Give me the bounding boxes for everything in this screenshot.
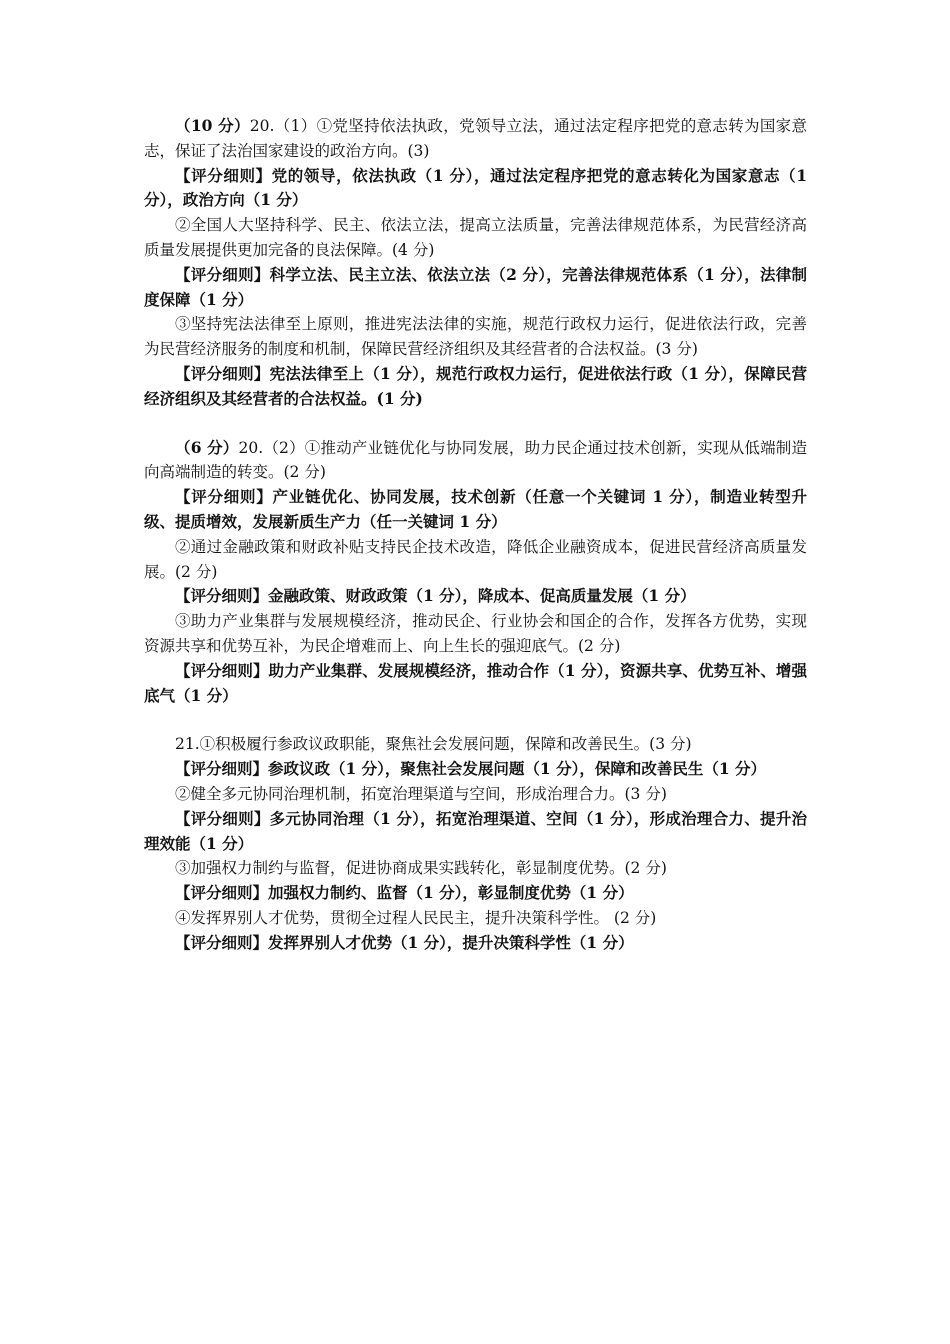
scoring-rubric: 【评分细则】科学立法、民主立法、依法立法（2 分），完善法律规范体系（1 分），法律制度保障（1 分）	[144, 264, 807, 309]
question-20-part-1	[144, 114, 807, 412]
q21-item-1: 21.①积极履行参政议政职能，聚焦社会发展问题，保障和改善民生。(3 分)	[175, 735, 692, 754]
question-20-part-2	[144, 436, 807, 709]
q21-item-4: ④发挥界别人才优势，贯彻全过程人民民主，提升决策科学性。 (2 分)	[175, 908, 657, 927]
score-header: （10 分）	[175, 116, 250, 135]
score-header: （6 分）	[175, 437, 239, 457]
section-gap	[144, 708, 807, 732]
q20-2-item-2: ②通过金融政策和财政补贴支持民企技术改造，降低企业融资成本，促进民营经济高质量发展。(2 分)	[144, 537, 807, 581]
scoring-rubric: 【评分细则】多元协同治理（1 分），拓宽治理渠道、空间（1 分），形成治理合力、提升治理效能（1 分）	[144, 808, 807, 853]
q20-2-item-3: ③助力产业集群与发展规模经济，推动民企、行业协会和国企的合作，发挥各方优势，实现资源共享和优势互补，为民企增难而上、向上生长的强迎底气。(2 分)	[144, 612, 807, 655]
scoring-rubric: 【评分细则】发挥界别人才优势（1 分），提升决策科学性（1 分）	[175, 932, 634, 952]
q21-item-3: ③加强权力制约与监督，促进协商成果实践转化，彰显制度优势。(2 分)	[175, 859, 667, 878]
q20-1-item-2: ②全国人大坚持科学、民主、依法立法，提高立法质量，完善法律规范体系，为民营经济高质量发展提供更加完备的良法保障。(4 分)	[144, 216, 807, 259]
scoring-rubric: 【评分细则】宪法法律至上（1 分），规范行政权力运行，促进依法行政（1 分），保障民营经济组织及其经营者的合法权益。(1 分)	[144, 363, 807, 408]
q20-1-item-1: （10 分）20.（1）①党坚持依法执政，党领导立法，通过法定程序把党的意志转为国家意志，保证了法治国家建设的政治方向。(3)	[144, 116, 808, 160]
q21-item-2: ②健全多元协同治理机制，拓宽治理渠道与空间，形成治理合力。(3 分)	[175, 784, 667, 803]
scoring-rubric: 【评分细则】加强权力制约、监督（1 分），彰显制度优势（1 分）	[175, 883, 634, 903]
section-gap	[144, 412, 807, 436]
scoring-rubric: 【评分细则】党的领导，依法执政（1 分），通过法定程序把党的意志转化为国家意志（1 分），政治方向（1 分）	[144, 165, 807, 210]
q20-2-item-1: （6 分）20.（2）①推动产业链优化与协同发展，助力民企通过技术创新，实现从低端制造向高端制造的转变。(2 分)	[144, 437, 807, 482]
q20-1-item-3: ③坚持宪法法律至上原则，推进宪法法律的实施，规范行政权力运行，促进依法行政，完善为民营经济服务的制度和机制，保障民营经济组织及其经营者的合法权益。(3 分)	[144, 315, 807, 359]
scoring-rubric: 【评分细则】金融政策、财政政策（1 分），降成本、促高质量发展（1 分）	[175, 586, 696, 606]
scoring-rubric: 【评分细则】助力产业集群、发展规模经济，推动合作（1 分），资源共享、优势互补、增强底气（1 分）	[144, 660, 807, 705]
scoring-rubric: 【评分细则】产业链优化、协同发展，技术创新（任意一个关键词 1 分），制造业转型升级、提质增效，发展新质生产力（任一关键词 1 分）	[144, 487, 807, 531]
answer-key-page	[144, 114, 807, 956]
question-21	[144, 732, 807, 955]
scoring-rubric: 【评分细则】参政议政（1 分），聚焦社会发展问题（1 分），保障和改善民生（1 分）	[175, 759, 767, 779]
